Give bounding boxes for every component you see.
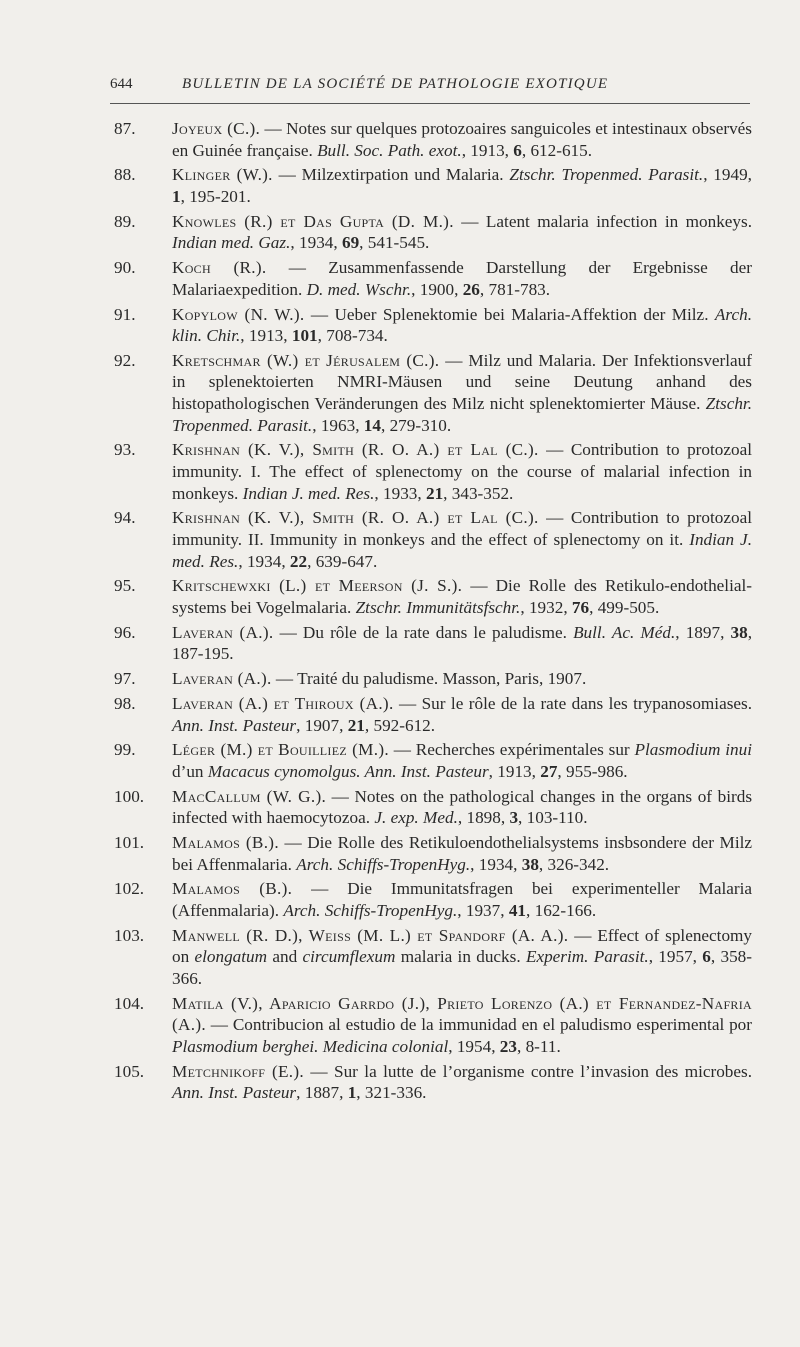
reference-title: — Latent malaria infection in monkeys.	[453, 211, 753, 231]
reference-number: 99.	[114, 740, 136, 760]
reference-authors: Metchnikoff (E.).	[172, 1061, 305, 1081]
reference-body	[172, 257, 752, 300]
reference-body	[172, 507, 752, 572]
reference-volume: 1	[172, 186, 181, 206]
reference-title: — Du rôle de la rate dans le paludisme.	[273, 622, 574, 642]
reference-number: 91.	[114, 304, 136, 324]
reference-authors: Joyeux (C.).	[172, 119, 261, 138]
reference-journal: Arch. klin. Chir.	[172, 304, 752, 346]
reference-volume: 38	[730, 622, 748, 642]
reference-journal: Indian J. med. Res.	[172, 530, 752, 571]
reference-year: , 1933,	[374, 483, 426, 503]
reference-number: 88.	[114, 165, 136, 185]
reference-journal: Indian med. Gaz.	[172, 233, 291, 253]
reference-journal: Arch. Schiffs-TropenHyg.	[296, 854, 471, 874]
reference-year: , 1913,	[240, 326, 292, 346]
reference-entry	[110, 739, 752, 782]
reference-volume: 3	[509, 808, 519, 828]
reference-authors: Laveran (A.) et Thiroux (A.).	[172, 693, 394, 713]
reference-year: , 1934,	[470, 854, 522, 874]
reference-year: , 1963,	[312, 415, 364, 435]
reference-authors: Laveran (A.).	[172, 622, 274, 642]
reference-pages: , 358-366.	[172, 947, 753, 988]
reference-authors: Manwell (R. D.), Weiss (M. L.) et Spandorf (A. A.).	[172, 925, 569, 945]
reference-year: , 1932,	[520, 597, 572, 617]
reference-pages: , 781-783.	[479, 279, 551, 299]
reference-journal: Arch. Schiffs-TropenHyg.	[283, 901, 458, 920]
reference-year: and	[267, 947, 303, 967]
reference-title: — Notes on the pathological changes in the organs of birds infected with haemocytozoa.	[172, 786, 753, 828]
reference-pages: , 639-647.	[307, 551, 378, 571]
reference-journal: Bull. Soc. Path. exot.	[317, 140, 462, 160]
header-rule	[110, 103, 750, 104]
reference-number: 90.	[114, 258, 136, 278]
reference-journal: Indian J. med. Res.	[242, 483, 375, 503]
reference-title: — Recherches expérimentales sur	[388, 740, 635, 760]
reference-volume: 41	[508, 901, 527, 920]
reference-pages: , 541-545.	[359, 233, 430, 253]
reference-entry	[110, 878, 752, 921]
reference-body	[172, 1061, 752, 1104]
reference-entry	[110, 668, 752, 690]
reference-authors: Léger (M.) et Bouilliez (M.).	[172, 740, 389, 760]
reference-body	[172, 878, 752, 921]
reference-body	[172, 668, 752, 690]
reference-title: — Milzextirpation und Malaria.	[272, 165, 510, 185]
reference-entry	[110, 993, 752, 1058]
reference-journal: Ann. Inst. Pasteur	[172, 1083, 297, 1103]
reference-year: , 1887,	[296, 1083, 348, 1103]
reference-pages: , 187-195.	[172, 622, 752, 664]
reference-entry	[110, 693, 752, 736]
reference-authors: Krishnan (K. V.), Smith (R. O. A.) et Lal (C.).	[172, 440, 539, 460]
reference-volume: 69	[341, 233, 360, 253]
reference-body	[172, 575, 752, 618]
reference-pages: , 162-166.	[526, 901, 597, 920]
reference-number: 96.	[114, 622, 136, 642]
reference-entry	[110, 832, 752, 875]
reference-list	[110, 118, 752, 1107]
reference-number: 100.	[114, 786, 145, 806]
reference-journal: Experim. Parasit.	[525, 947, 649, 967]
reference-number: 101.	[114, 833, 145, 853]
reference-journal: Ztschr. Tropenmed. Parasit.	[509, 165, 704, 185]
reference-body	[172, 164, 752, 207]
reference-journal: Ann. Inst. Pasteur	[172, 715, 297, 735]
reference-volume: 6	[702, 947, 711, 967]
reference-title: — Zusammenfassende Darstellung der Ergebnisse der Malariaexpedition.	[172, 258, 752, 299]
reference-body	[172, 622, 752, 665]
reference-entry	[110, 507, 752, 572]
reference-authors: Kopylow (N. W.).	[172, 304, 305, 324]
reference-title: — Milz und Malaria. Der Infektionsverlauf in splenektoierten NMRI-Mäusen und seine Deutung anhand des histopathologischen Veränderungen des Milz nicht splenektomierter Mäuse.	[172, 350, 752, 414]
reference-pages: , 499-505.	[589, 597, 660, 617]
reference-year: , 1913,	[461, 140, 514, 160]
reference-number: 89.	[114, 211, 136, 231]
page-header	[110, 76, 750, 100]
reference-entry	[110, 304, 752, 347]
reference-volume: 6	[513, 140, 522, 160]
reference-body	[172, 786, 752, 829]
reference-body	[172, 739, 752, 782]
reference-authors: Knowles (R.) et Das Gupta (D. M.).	[172, 211, 454, 231]
reference-number: 104.	[114, 993, 145, 1013]
reference-entry	[110, 211, 752, 254]
reference-body	[172, 925, 752, 990]
reference-authors: Kretschmar (W.) et Jérusalem (C.).	[172, 350, 440, 370]
reference-journal: D. med. Wschr.	[306, 279, 412, 299]
reference-body	[172, 304, 752, 347]
reference-entry	[110, 925, 752, 990]
reference-title: — Notes sur quelques protozoaires sanguicoles et intestinaux observés en Guinée française.	[172, 119, 752, 160]
reference-year: , 1913,	[488, 761, 541, 781]
reference-body	[172, 693, 752, 736]
reference-year: , 1898,	[457, 808, 510, 828]
reference-volume: 76	[571, 597, 590, 617]
reference-entry	[110, 1061, 752, 1104]
reference-pages: , 321-336.	[356, 1083, 427, 1103]
reference-title: — Ueber Splenektomie bei Malaria-Affektion der Milz.	[304, 304, 715, 324]
reference-title: — Die Rolle des Retikuloendothelialsystems insbsondere der Milz bei Affenmalaria.	[172, 833, 753, 874]
reference-authors: Klinger (W.).	[172, 165, 273, 185]
reference-volume: 23	[499, 1036, 517, 1056]
reference-volume: 21	[425, 483, 444, 503]
reference-title: — Contribution to protozoal immunity. I. The effect of splenectomy on the course of malarial infection in monkeys.	[172, 440, 752, 503]
reference-year: , 1954,	[448, 1036, 500, 1056]
reference-volume: 38	[521, 854, 539, 874]
reference-journal: Plasmodium berghei. Medicina colonial	[172, 1036, 449, 1056]
reference-body	[172, 993, 752, 1058]
reference-year: , 1900,	[411, 279, 463, 299]
reference-number: 94.	[114, 508, 136, 528]
reference-entry	[110, 257, 752, 300]
reference-body	[172, 439, 752, 504]
reference-pages: , 708-734.	[317, 326, 388, 346]
reference-body	[172, 832, 752, 875]
reference-pages: , 612-615.	[521, 140, 593, 160]
reference-entry	[110, 350, 752, 436]
reference-title: — Die Rolle des Retikulo-endothelial-systems bei Vogelmalaria.	[172, 576, 752, 617]
reference-journal: Ztschr. Tropenmed. Parasit.	[172, 394, 752, 435]
reference-title: — Traité du paludisme. Masson, Paris, 1907.	[271, 669, 587, 689]
reference-title: — Effect of splenectomy on	[172, 925, 753, 967]
reference-year: , 1949,	[703, 165, 752, 185]
reference-year: , 1957,	[648, 947, 703, 967]
reference-journal: Macacus cynomolgus. Ann. Inst. Pasteur	[207, 761, 489, 781]
reference-authors: Malamos (B.).	[172, 879, 293, 899]
reference-entry	[110, 575, 752, 618]
reference-pages: , 343-352.	[443, 483, 514, 503]
reference-title: — Sur le rôle de la rate dans les trypanosomiases.	[393, 693, 752, 713]
reference-year: , 1937,	[457, 901, 509, 920]
reference-authors: Kritschewxki (L.) et Meerson (J. S.).	[172, 576, 463, 596]
reference-volume: 22	[289, 551, 308, 571]
reference-number: 87.	[114, 119, 136, 138]
reference-authors: MacCallum (W. G.).	[172, 786, 327, 806]
reference-title: — Contribution to protozoal immunity. II. Immunity in monkeys and the effect of splenectomy on it.	[172, 508, 752, 549]
reference-number: 95.	[114, 576, 136, 596]
reference-body	[172, 350, 752, 436]
reference-journal: J. exp. Med.	[374, 808, 458, 828]
reference-entry	[110, 164, 752, 207]
reference-volume: 1	[347, 1083, 357, 1103]
reference-number: 92.	[114, 350, 136, 370]
reference-volume: 27	[540, 761, 558, 781]
reference-journal: Ztschr. Immunitätsfschr.	[355, 597, 521, 617]
reference-journal: elongatum	[194, 947, 268, 967]
reference-title: — Die Immunitatsfragen bei experimenteller Malaria (Affenmalaria).	[172, 879, 752, 920]
reference-year: d’un	[172, 761, 208, 781]
reference-authors: Matila (V.), Aparicio Garrdo (J.), Prieto Lorenzo (A.) et Fernandez-Nafria (A.).	[172, 993, 752, 1035]
reference-title: — Contribucion al estudio de la immunidad en el paludismo esperimental por	[205, 1015, 752, 1035]
reference-volume: 26	[462, 279, 480, 299]
reference-title: — Sur la lutte de l’organisme contre l’invasion des microbes.	[304, 1061, 752, 1081]
reference-volume: 14	[363, 415, 381, 435]
reference-number: 93.	[114, 440, 136, 460]
reference-body	[172, 211, 752, 254]
reference-authors: Krishnan (K. V.), Smith (R. O. A.) et Lal (C.).	[172, 508, 539, 528]
reference-journal: circumflexum	[302, 947, 396, 967]
reference-pages: , 103-110.	[518, 808, 588, 828]
reference-entry	[110, 786, 752, 829]
reference-number: 105.	[114, 1061, 145, 1081]
reference-year: , 1934,	[290, 233, 342, 253]
reference-volume: 101	[291, 326, 318, 346]
reference-body	[172, 118, 752, 161]
reference-year: malaria in ducks.	[395, 947, 526, 967]
reference-entry	[110, 622, 752, 665]
reference-number: 103.	[114, 925, 145, 945]
running-title: BULLETIN DE LA SOCIÉTÉ DE PATHOLOGIE EXOTIQUE	[182, 76, 609, 92]
reference-entry	[110, 118, 752, 161]
reference-year: , 1907,	[296, 715, 348, 735]
reference-volume: 21	[347, 715, 365, 735]
reference-pages: , 8-11.	[516, 1036, 561, 1056]
reference-authors: Malamos (B.).	[172, 833, 279, 853]
reference-pages: , 592-612.	[364, 715, 436, 735]
reference-number: 102.	[114, 879, 145, 899]
reference-pages: , 326-342.	[538, 854, 610, 874]
reference-number: 98.	[114, 693, 136, 713]
reference-year: , 1934,	[238, 551, 290, 571]
reference-entry	[110, 439, 752, 504]
reference-authors: Koch (R.).	[172, 258, 267, 278]
reference-year: , 1897,	[675, 622, 731, 642]
reference-journal: Plasmodium inui	[634, 740, 752, 760]
reference-pages: , 195-201.	[180, 186, 251, 206]
reference-pages: , 279-310.	[380, 415, 452, 435]
reference-journal: Bull. Ac. Méd.	[573, 622, 676, 642]
reference-pages: , 955-986.	[557, 761, 628, 781]
page-number: 644	[110, 76, 133, 92]
reference-number: 97.	[114, 669, 136, 689]
reference-authors: Laveran (A.).	[172, 669, 272, 689]
